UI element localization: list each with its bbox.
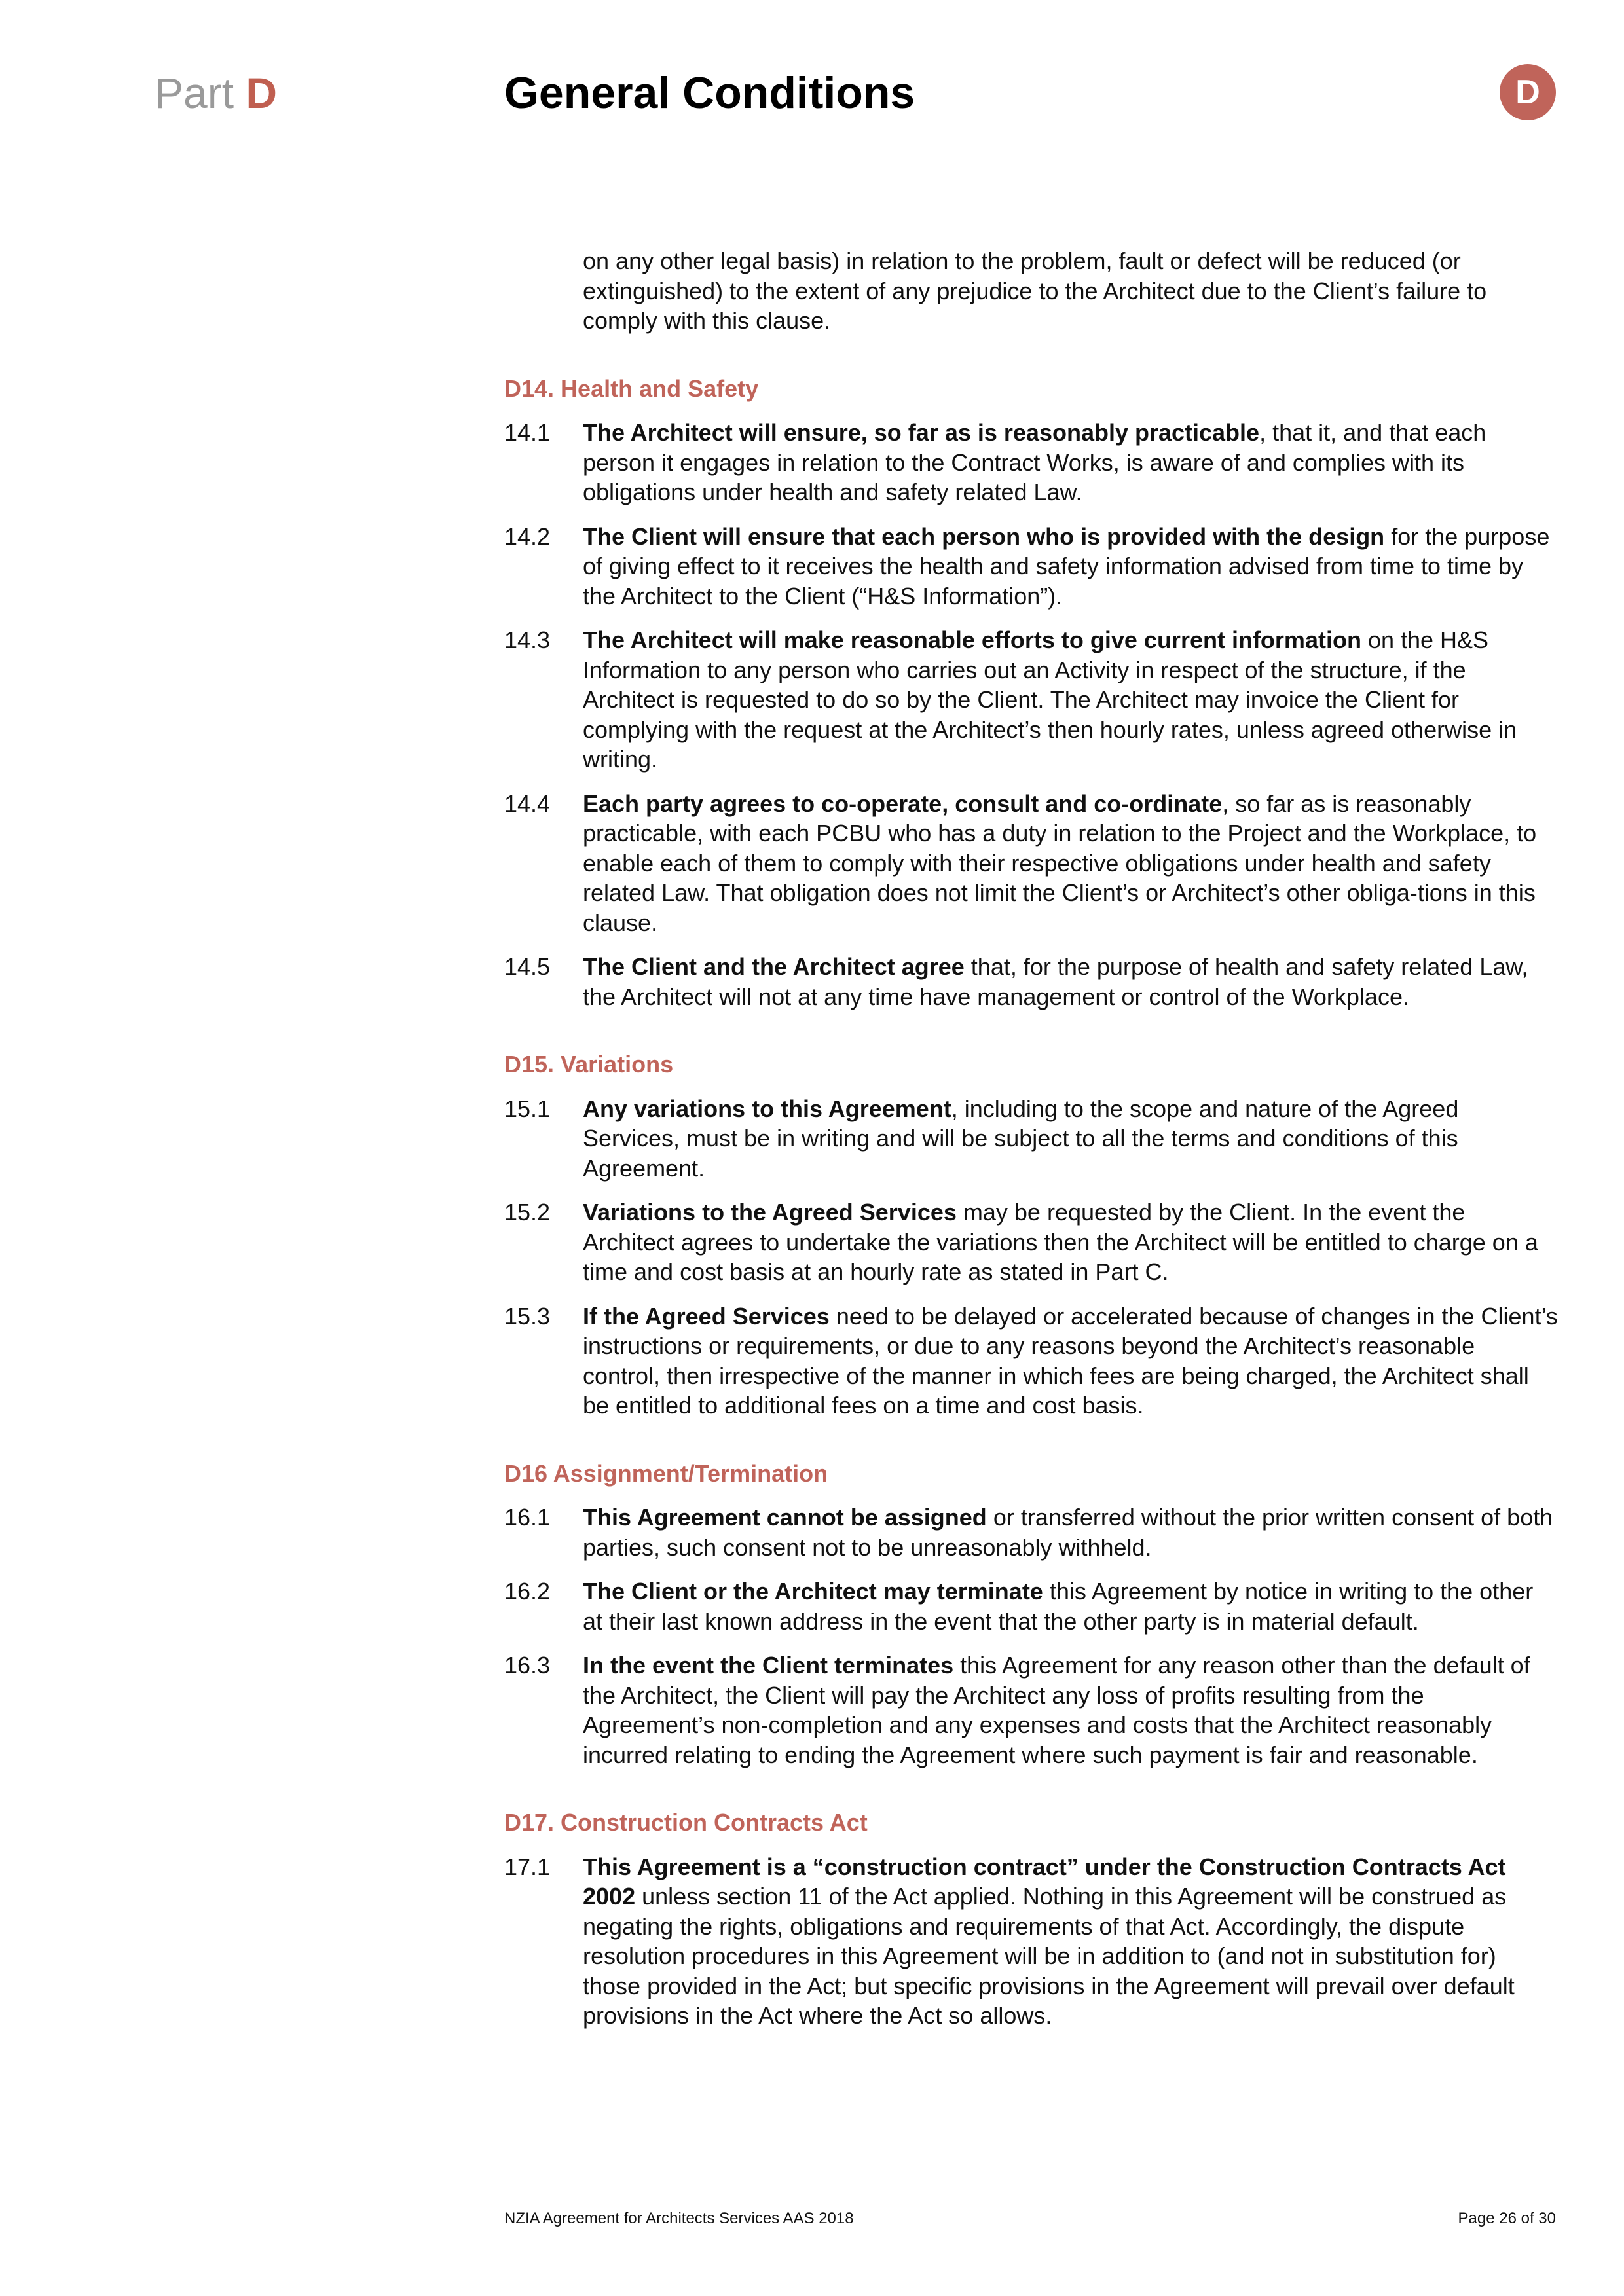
clause-14-4 <box>504 789 1559 938</box>
clause-text <box>583 1094 1559 1184</box>
part-letter: D <box>246 69 278 117</box>
clause-14-2 <box>504 522 1559 611</box>
clause-number: 15.3 <box>504 1302 551 1330</box>
section-d15 <box>504 1049 1559 1421</box>
clause-16-2 <box>504 1576 1559 1636</box>
clause-text <box>583 1852 1559 2031</box>
clause-number: 14.4 <box>504 790 551 817</box>
clause-body: need to be delayed or accelerated because of changes in the Client’s instructions or requirements, or due to any reasons beyond the Architect’s reasonable control, then irrespective of the manner in which fees are being charged, the Architect shall be entitled to additional fees on a time and cost basis. <box>583 1302 1558 1419</box>
clause-number: 14.2 <box>504 522 551 550</box>
section-heading: D16 Assignment/Termination <box>504 1459 828 1487</box>
footer-document-title: NZIA Agreement for Architects Services AAS 2018 <box>504 2210 854 2227</box>
clause-body: this Agreement by notice in writing to the other at their last known address in the event that the other party is in material default. <box>583 1578 1534 1635</box>
clause-lead: The Architect will make reasonable efforts to give current information <box>583 627 1361 653</box>
clause-14-5 <box>504 952 1559 1011</box>
clause-lead: The Client and the Architect agree <box>583 953 965 980</box>
section-heading: D15. Variations <box>504 1051 674 1078</box>
clause-15-2 <box>504 1197 1559 1287</box>
part-badge: D <box>1500 64 1556 120</box>
clause-lead: This Agreement is a “construction contract” under the Construction Contracts Act 2002 <box>583 1853 1506 1910</box>
clause-17-1 <box>504 1852 1559 2031</box>
clause-number: 16.2 <box>504 1578 551 1605</box>
clause-text <box>583 1302 1559 1421</box>
clause-lead: The Client will ensure that each person who is provided with the design <box>583 522 1385 550</box>
clause-text <box>583 1503 1559 1562</box>
clause-text <box>583 952 1559 1011</box>
clause-15-3 <box>504 1302 1559 1421</box>
clause-lead: If the Agreed Services <box>583 1302 830 1330</box>
section-d17 <box>504 1808 1559 2031</box>
document-body <box>504 246 1559 2045</box>
clause-text <box>583 789 1559 938</box>
clause-lead: The Client or the Architect may terminate <box>583 1578 1043 1605</box>
section-d14 <box>504 374 1559 1012</box>
clause-number: 17.1 <box>504 1853 551 1880</box>
clause-number: 16.3 <box>504 1652 551 1679</box>
continued-paragraph: on any other legal basis) in relation to the problem, fault or defect will be reduced (or extinguished) to the extent of any prejudice to the Architect due to the Client’s failure to comply with this clause. <box>583 247 1487 334</box>
clause-lead: The Architect will ensure, so far as is reasonably practicable <box>583 419 1260 446</box>
clause-number: 14.3 <box>504 627 551 653</box>
clause-16-3 <box>504 1650 1559 1770</box>
clause-14-1 <box>504 418 1559 507</box>
section-d16 <box>504 1459 1559 1770</box>
clause-text <box>583 1576 1559 1636</box>
clause-text <box>583 1650 1559 1770</box>
clause-lead: In the event the Client terminates <box>583 1652 954 1679</box>
section-heading: D14. Health and Safety <box>504 374 759 402</box>
clause-lead: Any variations to this Agreement <box>583 1095 951 1122</box>
clause-14-3 <box>504 625 1559 774</box>
page-title: General Conditions <box>504 68 915 118</box>
clause-15-1 <box>504 1094 1559 1184</box>
section-heading: D17. Construction Contracts Act <box>504 1809 868 1836</box>
clause-lead: Variations to the Agreed Services <box>583 1199 957 1226</box>
clause-text <box>583 522 1559 611</box>
clause-body: unless section 11 of the Act applied. Nothing in this Agreement will be construed as negating the rights, obligations and requirements of that Act. Accordingly, the dispute resolution procedures in this Agreement will be in addition to (and not in substitution for) those provided in the Act; but specific provisions in the Agreement will prevail over default provisions in the Act where the Act so allows. <box>583 1883 1515 2029</box>
clause-body: for the purpose of giving effect to it receives the health and safety information advised from time to time by the Architect to the Client (“H&S Information”). <box>583 522 1550 610</box>
part-word: Part <box>155 69 234 117</box>
clause-number: 16.1 <box>504 1504 551 1531</box>
clause-text <box>583 625 1559 774</box>
clause-body: may be requested by the Client. In the event the Architect agrees to undertake the variations then the Architect will be entitled to charge on a time and cost basis at an hourly rate as stated in Part C. <box>583 1199 1538 1285</box>
clause-number: 15.1 <box>504 1095 551 1122</box>
clause-body: this Agreement for any reason other than the default of the Architect, the Client will pay the Architect any loss of profits resulting from the Agreement’s non-completion and any expenses and costs that the Architect reasonably incurred relating to ending the Agreement where such payment is fair and reasonable. <box>583 1652 1530 1768</box>
clause-16-1 <box>504 1503 1559 1562</box>
clause-number: 14.1 <box>504 419 551 446</box>
clause-body: , that it, and that each person it engages in relation to the Contract Works, is aware of and complies with its obligations under health and safety related Law. <box>583 419 1486 505</box>
clause-number: 15.2 <box>504 1199 551 1226</box>
clause-text <box>583 418 1559 507</box>
clause-lead: Each party agrees to co-operate, consult and co-ordinate <box>583 790 1223 817</box>
part-label <box>155 67 277 119</box>
clause-lead: This Agreement cannot be assigned <box>583 1504 987 1531</box>
clause-body: that, for the purpose of health and safety related Law, the Architect will not at any time have management or control of the Workplace. <box>583 953 1528 1010</box>
footer-page-number: Page 26 of 30 <box>1458 2210 1556 2227</box>
clause-body: on the H&S Information to any person who carries out an Activity in respect of the structure, if the Architect is requested to do so by the Client. The Architect may invoice the Client for complying with the request at the Architect’s then hourly rates, unless agreed otherwise in writing. <box>583 627 1517 773</box>
clause-body: , so far as is reasonably practicable, with each PCBU who has a duty in relation to the Project and the Workplace, to enable each of them to comply with their respective obligations under health and safety related Law. That obligation does not limit the Client’s or Architect’s other obliga-tions in this clause. <box>583 790 1537 936</box>
clause-body: , including to the scope and nature of the Agreed Services, must be in writing and will be subject to all the terms and conditions of this Agreement. <box>583 1095 1459 1182</box>
clause-text <box>583 1197 1559 1287</box>
clause-body: or transferred without the prior written consent of both parties, such consent not to be unreasonably withheld. <box>583 1504 1553 1561</box>
clause-number: 14.5 <box>504 953 551 980</box>
